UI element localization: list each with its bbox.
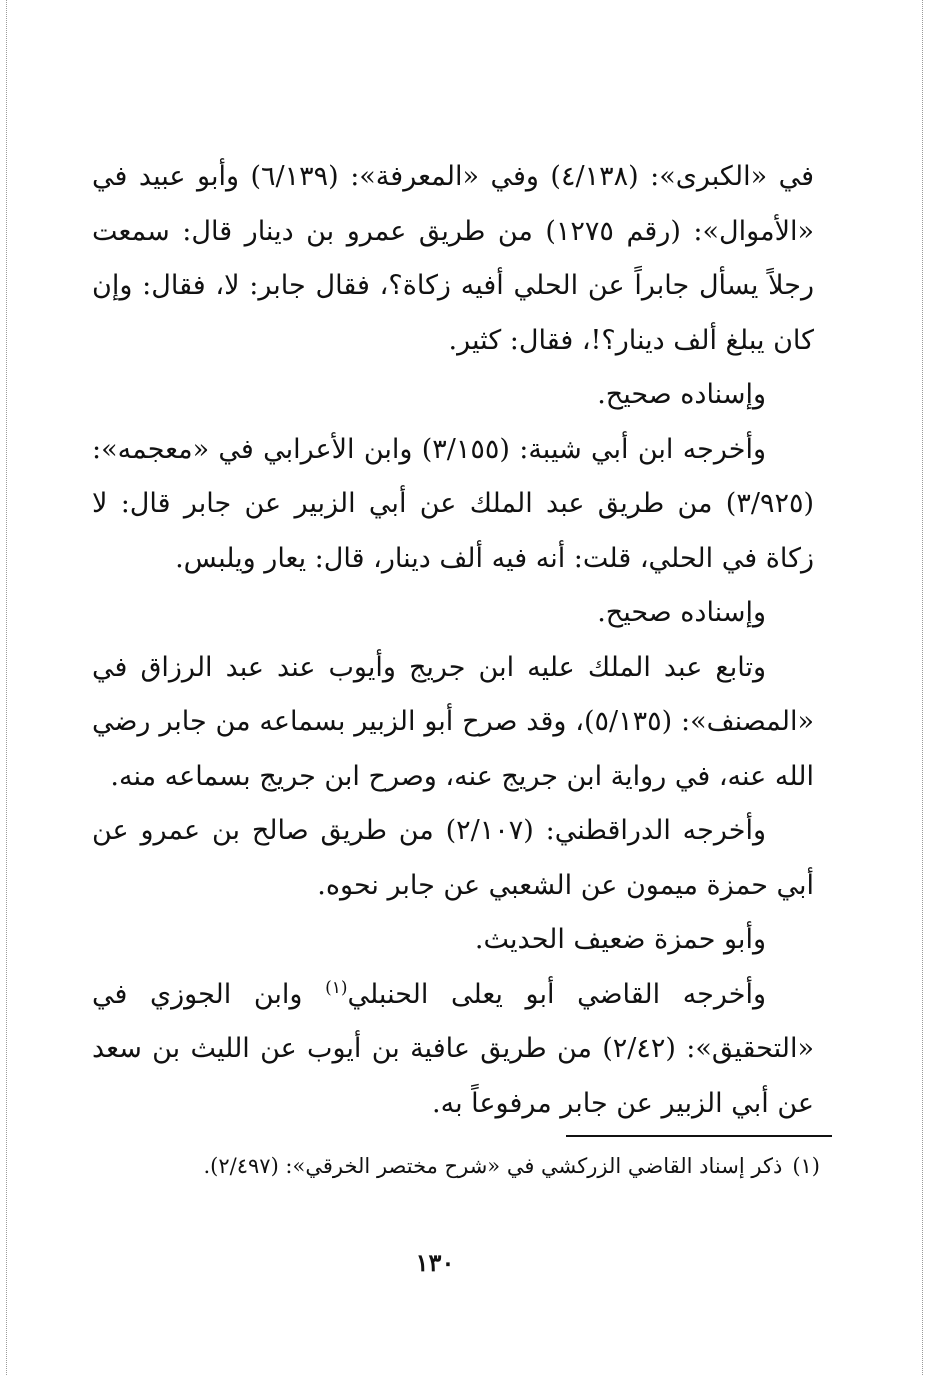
footnote-separator xyxy=(566,1135,832,1137)
paragraph: وأخرجه الدراقطني: (٢/١٠٧) من طريق صالح بن عمرو عن أبي حمزة ميمون عن الشعبي عن جابر نحوه. xyxy=(92,815,814,901)
left-margin-marks xyxy=(6,0,7,1375)
paragraph: في «الكبرى»: (٤/١٣٨) وفي «المعرفة»: (٦/١٣٩) وأبو عبيد في «الأموال»: (رقم ١٢٧٥) من طريق عمرو بن دينار قال: سمعت رجلاً يسأل جابراً عن الحلي أفيه زكاة؟، فقال جابر: لا، فقال: وإن كان يبلغ ألف دينار؟!، فقال: كثير. xyxy=(92,161,815,356)
page-number: ١٣٠ xyxy=(415,1248,455,1277)
footnote-reference[interactable]: (١) xyxy=(325,977,348,998)
right-margin-marks xyxy=(922,0,923,1375)
paragraph-rest: وابن الجوزي في «التحقيق»: (٢/٤٢) من طريق عافية بن أيوب عن الليث بن سعد عن أبي الزبير عن جابر مرفوعاً به. xyxy=(92,978,814,1119)
paragraph: وتابع عبد الملك عليه ابن جريج وأيوب عند عبد الرزاق في «المصنف»: (٥/١٣٥)، وقد صرح أبو الزبير بسماعه من جابر رضي الله عنه، في رواية ابن جريج عنه، وصرح ابن جريج بسماعه منه. xyxy=(92,651,815,792)
paragraph: وأخرجه ابن أبي شيبة: (٣/١٥٥) وابن الأعرابي في «معجمه»: (٣/٩٢٥) من طريق عبد الملك عن أبي الزبير عن جابر قال: لا زكاة في الحلي، قلت: أنه فيه ألف دينار، قال: يعار ويلبس. xyxy=(92,433,814,574)
paragraph-lead: وأخرجه القاضي أبو يعلى الحنبلي xyxy=(347,978,766,1010)
paragraph-with-footnote xyxy=(92,968,814,1132)
paragraph: وأبو حمزة ضعيف الحديث. xyxy=(474,924,766,955)
paragraph: وإسناده صحيح. xyxy=(597,597,766,628)
footnote xyxy=(150,1146,820,1186)
footnote-number: (١) xyxy=(792,1154,820,1178)
main-text xyxy=(92,150,814,1131)
paragraph: وإسناده صحيح. xyxy=(597,379,766,410)
footnote-text: ذكر إسناد القاضي الزركشي في «شرح مختصر الخرقي»: (٢/٤٩٧). xyxy=(203,1154,783,1178)
